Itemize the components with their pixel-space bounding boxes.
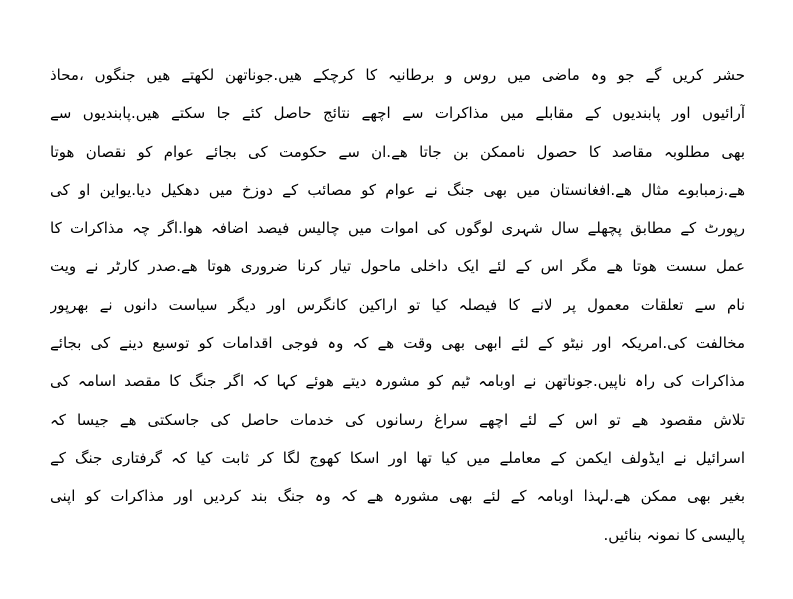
urdu-paragraph	[50, 56, 745, 554]
text-line: مذاکرات کی راہ ناپیں.جوناتھن نے اوبامہ ٹیم کو مشورہ دیتے ھوئے کہا کہ اگر جنگ کا مقصد اسامہ کی	[50, 372, 745, 391]
text-line: تلاش مقصود ھے تو اس کے لئے اچھے سراغ رسانوں کی خدمات حاصل کی جاسکتی ھے جیسا کہ	[50, 410, 745, 429]
text-line: حشر کریں گے جو وہ ماضی میں روس و برطانیہ کا کرچکے ھیں.جوناتھن لکھتے ھیں جنگوں ،محاذ	[50, 66, 745, 84]
text-line: نام سے تعلقات معمول پر لانے کا فیصلہ کیا تو اراکین کانگرس اور دیگر سیاست دانوں نے بھرپور	[50, 295, 745, 314]
text-line: عمل سست ھوتا ھے مگر اس کے لئے ایک داخلی ماحول تیار کرنا ضروری ھوتا ھے.صدر کارٹر نے ویت	[50, 257, 745, 276]
text-line: بھی مطلوبہ مقاصد کا حصول ناممکن بن جاتا ھے.ان سے حکومت کی بجائے عوام کو نقصان ھوتا	[50, 142, 745, 161]
text-line: ھے.زمبابوے مثال ھے.افغانستان میں بھی جنگ نے عوام کو مصائب کے دوزخ میں دھکیل دیا.یواین او کی	[50, 180, 745, 199]
text-line: آرائیوں اور پابندیوں کے مقابلے میں مذاکرات سے اچھے نتائج حاصل کئے جا سکتے ھیں.پابندیوں سے	[50, 104, 745, 123]
text-line: اسرائیل نے ایڈولف ایکمن کے معاملے میں کیا تھا اور اسکا کھوج لگا کر ثابت کیا کہ گرفتاری جنگ کے	[50, 448, 745, 467]
text-line: بغیر بھی ممکن ھے.لہذا اوبامہ کے لئے بھی مشورہ ھے کہ وہ جنگ بند کردیں اور مذاکرات کو اپنی	[50, 487, 745, 506]
text-line-final: پالیسی کا نمونہ بنائیں.	[603, 525, 745, 544]
text-line: رپورٹ کے مطابق پچھلے سال شہری لوگوں کی اموات میں چالیس فیصد اضافہ ھوا.اگر چہ مذاکرات کا	[50, 219, 745, 238]
text-line: مخالفت کی.امریکہ اور نیٹو کے لئے ابھی بھی وقت ھے کہ وہ فوجی اقدامات کو توسیع دینے کی بجائے	[50, 334, 745, 353]
